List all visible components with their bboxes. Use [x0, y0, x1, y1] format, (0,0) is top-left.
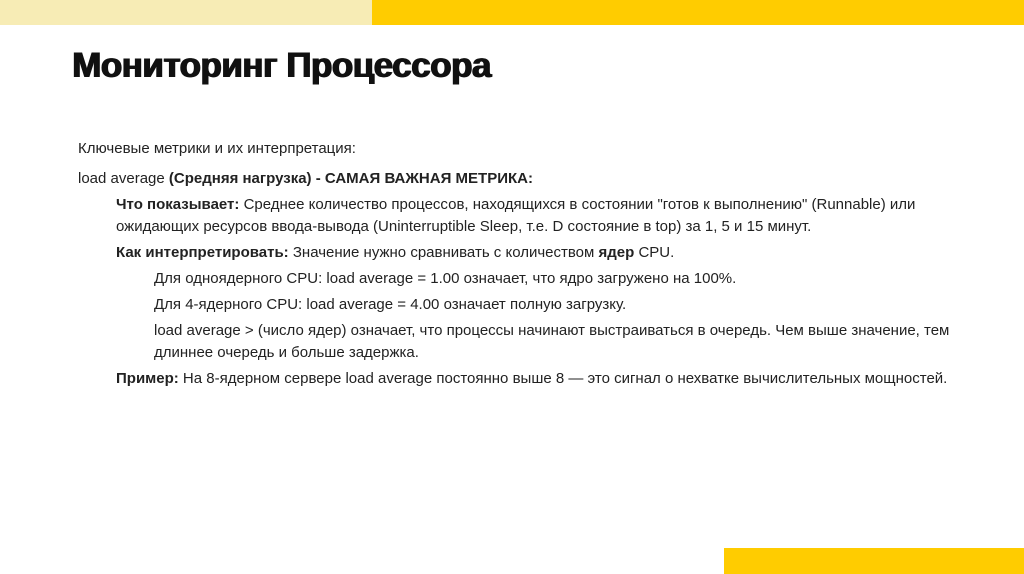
example-label: Пример:: [116, 370, 179, 387]
how-label: Как интерпретировать:: [116, 244, 289, 261]
metric-label: (Средняя нагрузка) - САМАЯ ВАЖНАЯ МЕТРИКА:: [164, 170, 533, 187]
how-text-before: Значение нужно сравнивать с количеством: [288, 244, 599, 261]
case-single-core: Для одноядерного CPU: load average = 1.00 означает, что ядро загружено на 100%.: [154, 270, 737, 287]
what-text: Среднее количество процессов, находящихся в состоянии "готов к выполнению" (Runnable) или ожидающих ресурсов ввода-вывода (Uninterruptible Sleep, т.е. D состояние в top) за 1, 5 и 15 минут.: [116, 196, 916, 235]
bottom-accent-bar: [724, 548, 1024, 574]
how-text-after: CPU.: [634, 244, 675, 261]
slide-content: [78, 138, 958, 394]
what-shows-paragraph: [116, 194, 958, 238]
how-interpret-paragraph: [116, 242, 958, 264]
metric-name: load average: [78, 170, 165, 187]
metric-heading: [78, 168, 958, 190]
example-paragraph: [116, 368, 958, 390]
how-emphasis: ядер: [598, 244, 635, 261]
top-accent-bar-light: [0, 0, 372, 25]
intro-heading: Ключевые метрики и их интерпретация:: [78, 140, 356, 157]
slide-title: Мониторинг Процессора: [72, 46, 491, 85]
example-text: На 8-ядерном сервере load average постоянно выше 8 — это сигнал о нехватке вычислительных мощностей.: [178, 370, 948, 387]
case-quad-core: Для 4-ядерного CPU: load average = 4.00 означает полную загрузку.: [154, 296, 627, 313]
what-label: Что показывает:: [116, 196, 240, 213]
top-accent-bar: [372, 0, 1024, 25]
case-overload: load average > (число ядер) означает, что процессы начинают выстраиваться в очередь. Чем выше значение, тем длиннее очередь и больше задержка.: [154, 322, 950, 361]
